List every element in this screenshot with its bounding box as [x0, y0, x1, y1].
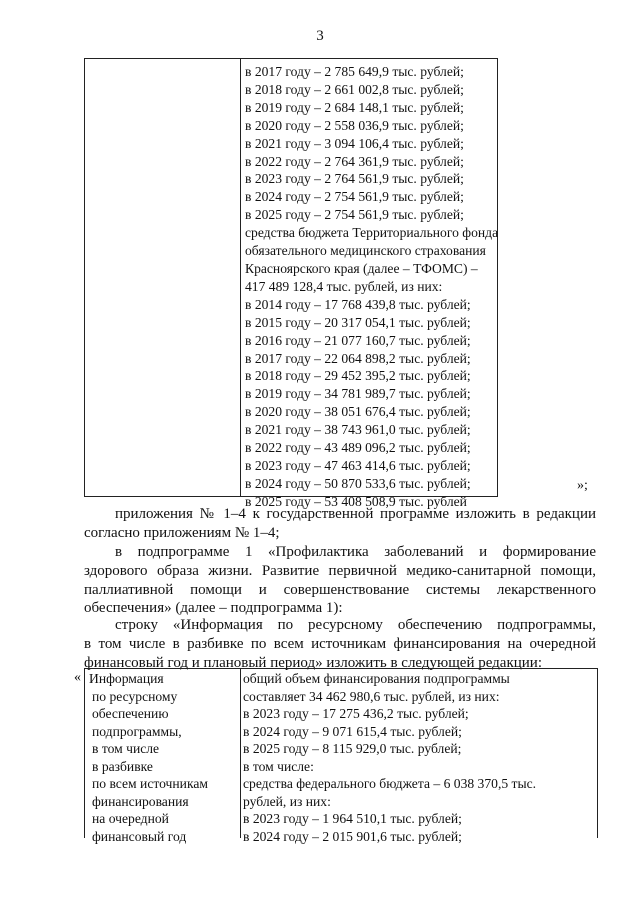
column-divider — [240, 669, 241, 838]
table-line: обеспечению — [92, 706, 169, 721]
table-line: в 2025 году – 8 115 929,0 тыс. рублей; — [243, 741, 462, 756]
continued-table-right-cell — [245, 63, 499, 511]
table-line: в 2018 году – 2 661 002,8 тыс. рублей; — [245, 81, 464, 97]
table-line: в 2015 году – 20 317 054,1 тыс. рублей; — [245, 314, 471, 330]
table-line: в 2017 году – 22 064 898,2 тыс. рублей; — [245, 350, 471, 366]
paragraph-line: в подпрограмме 1 «Профилактика заболеваний и формирование — [115, 544, 596, 560]
table-line: в 2023 году – 2 764 561,9 тыс. рублей; — [245, 171, 464, 187]
table-line: общий объем финансирования подпрограммы — [243, 671, 510, 686]
table-line: в разбивке — [92, 758, 153, 774]
table-line: подпрограммы, — [92, 723, 182, 739]
table-line: в 2021 году – 38 743 961,0 тыс. рублей; — [245, 422, 471, 438]
table-line: составляет 34 462 980,6 тыс. рублей, из них: — [243, 688, 500, 704]
table-line: средства бюджета Территориального фонда — [245, 225, 499, 241]
table-line: в 2024 году – 2 754 561,9 тыс. рублей; — [245, 189, 464, 205]
table-line: обязательного медицинского страхования — [245, 243, 486, 259]
table-line: в 2022 году – 2 764 361,9 тыс. рублей; — [245, 153, 464, 169]
table-line: Информация — [89, 671, 164, 686]
table-line: в 2014 году – 17 768 439,8 тыс. рублей; — [245, 296, 471, 312]
paragraph-subprogram-1 — [84, 543, 596, 618]
table-line: в 2021 году – 3 094 106,4 тыс. рублей; — [245, 135, 464, 151]
paragraph-line: приложения № 1–4 к государственной программе изложить в редакции — [115, 506, 596, 522]
paragraph-line: паллиативной помощи и совершенствование системы лекарственного — [84, 581, 596, 598]
table-line: по ресурсному — [92, 688, 178, 704]
table-line: в том числе: — [243, 758, 314, 774]
table-line: средства федерального бюджета – 6 038 370,5 тыс. — [243, 776, 537, 791]
table-line: в 2018 году – 29 452 395,2 тыс. рублей; — [245, 368, 471, 384]
table-line: в 2023 году – 1 964 510,1 тыс. рублей; — [243, 811, 462, 826]
table-line: в 2025 году – 53 408 508,9 тыс. рублей — [245, 493, 467, 509]
paragraph-line: обеспечения» (далее – подпрограмма 1): — [84, 600, 343, 617]
table-line: в 2023 году – 17 275 436,2 тыс. рублей; — [243, 706, 469, 721]
closing-quote: »; — [577, 478, 588, 493]
paragraph-line: в том числе в разбивке по всем источникам финансирования на очередной — [84, 635, 596, 652]
paragraph-line: строку «Информация по ресурсному обеспечению подпрограммы, — [115, 617, 596, 633]
table-line: в 2016 году – 21 077 160,7 тыс. рублей; — [245, 332, 471, 348]
table-line: на очередной — [92, 811, 169, 826]
new-table-right-cell — [243, 670, 595, 845]
table-line: Красноярского края (далее – ТФОМС) – — [245, 260, 478, 276]
table-line: в 2024 году – 50 870 533,6 тыс. рублей; — [245, 475, 471, 491]
table-line: финансовый год — [92, 828, 187, 844]
table-line: в 2025 году – 2 754 561,9 тыс. рублей; — [245, 207, 464, 223]
page-number: 3 — [316, 28, 324, 44]
table-line: в том числе — [92, 741, 160, 756]
paragraph-line: финансовый год и плановый период» изложить в следующей редакции: — [84, 654, 543, 671]
paragraph-line: согласно приложениям № 1–4; — [84, 524, 280, 541]
table-line: в 2020 году – 2 558 036,9 тыс. рублей; — [245, 117, 464, 133]
table-line: в 2019 году – 34 781 989,7 тыс. рублей; — [245, 386, 471, 402]
paragraph-line: здорового образа жизни. Развитие первичной медико-санитарной помощи, — [84, 562, 596, 579]
table-line: рублей, из них: — [243, 793, 331, 809]
paragraph-appendices — [84, 505, 596, 543]
table-line: в 2019 году – 2 684 148,1 тыс. рублей; — [245, 99, 464, 115]
table-line: в 2022 году – 43 489 096,2 тыс. рублей; — [245, 440, 471, 456]
continued-resource-table — [84, 58, 499, 509]
table-line: в 2024 году – 2 015 901,6 тыс. рублей; — [243, 828, 462, 844]
table-line: в 2017 году – 2 785 649,9 тыс. рублей; — [245, 64, 464, 79]
table-line: по всем источникам — [92, 776, 208, 791]
table-line: в 2024 году – 9 071 615,4 тыс. рублей; — [243, 723, 462, 739]
paragraph-row-replacement — [84, 616, 596, 672]
column-divider — [240, 59, 241, 496]
table-line: финансирования — [92, 793, 189, 809]
table-line: 417 489 128,4 тыс. рублей, из них: — [245, 278, 443, 294]
new-table-left-cell — [89, 670, 237, 845]
table-line: в 2020 году – 38 051 676,4 тыс. рублей; — [245, 404, 471, 420]
table-line: в 2023 году – 47 463 414,6 тыс. рублей; — [245, 457, 471, 473]
opening-quote: « — [74, 670, 81, 685]
